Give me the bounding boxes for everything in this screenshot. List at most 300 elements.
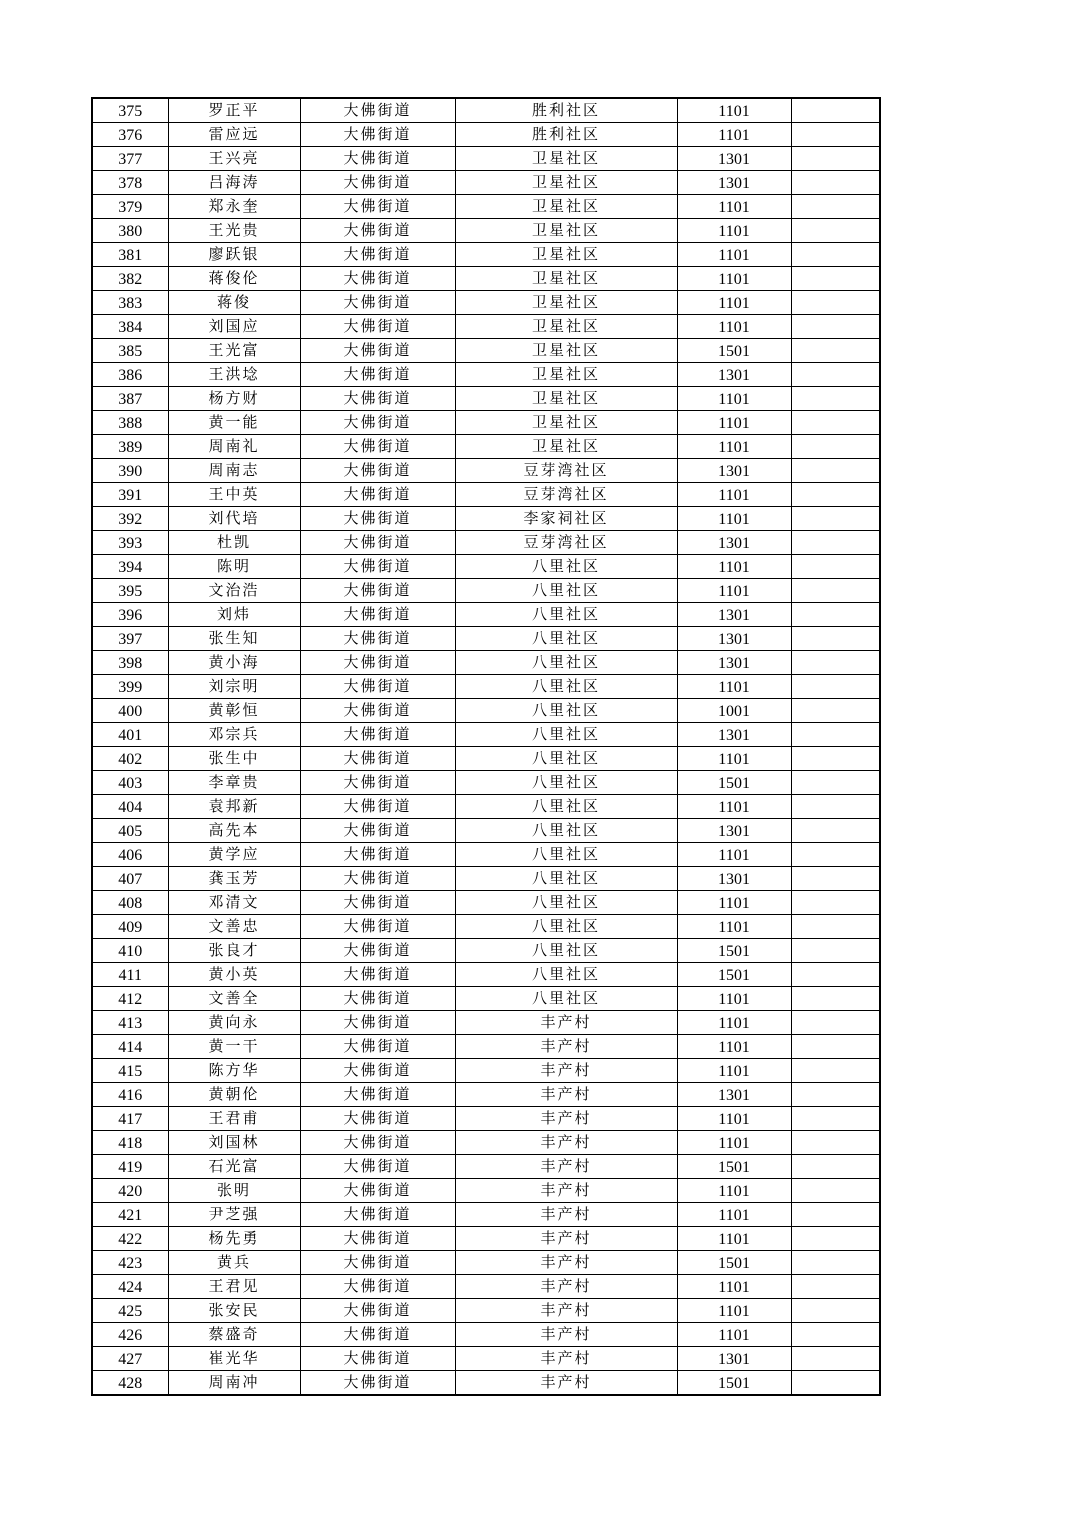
- table-row: [92, 891, 880, 915]
- name-cell: 黄小英: [168, 963, 300, 987]
- remark-cell: [791, 1107, 880, 1131]
- street-cell: 大佛街道: [300, 723, 455, 747]
- code-cell: 1301: [677, 171, 791, 195]
- community-cell: 丰产村: [455, 1083, 677, 1107]
- code-cell: 1101: [677, 915, 791, 939]
- remark-cell: [791, 219, 880, 243]
- community-cell: 卫星社区: [455, 243, 677, 267]
- community-cell: 八里社区: [455, 843, 677, 867]
- street-cell: 大佛街道: [300, 411, 455, 435]
- code-cell: 1301: [677, 603, 791, 627]
- code-cell: 1101: [677, 1275, 791, 1299]
- row-number-cell: 387: [92, 387, 168, 411]
- row-number-cell: 422: [92, 1227, 168, 1251]
- table-row: [92, 363, 880, 387]
- community-cell: 八里社区: [455, 771, 677, 795]
- table-row: [92, 1323, 880, 1347]
- table-row: [92, 1347, 880, 1371]
- row-number-cell: 399: [92, 675, 168, 699]
- row-number-cell: 398: [92, 651, 168, 675]
- table-row: [92, 603, 880, 627]
- remark-cell: [791, 459, 880, 483]
- remark-cell: [791, 843, 880, 867]
- row-number-cell: 419: [92, 1155, 168, 1179]
- remark-cell: [791, 915, 880, 939]
- row-number-cell: 426: [92, 1323, 168, 1347]
- community-cell: 八里社区: [455, 963, 677, 987]
- table-row: [92, 1083, 880, 1107]
- code-cell: 1101: [677, 315, 791, 339]
- name-cell: 文善全: [168, 987, 300, 1011]
- street-cell: 大佛街道: [300, 987, 455, 1011]
- name-cell: 龚玉芳: [168, 867, 300, 891]
- table-row: [92, 171, 880, 195]
- table-row: [92, 1251, 880, 1275]
- community-cell: 卫星社区: [455, 387, 677, 411]
- street-cell: 大佛街道: [300, 1203, 455, 1227]
- remark-cell: [791, 1299, 880, 1323]
- name-cell: 刘国应: [168, 315, 300, 339]
- table-row: [92, 291, 880, 315]
- row-number-cell: 409: [92, 915, 168, 939]
- row-number-cell: 406: [92, 843, 168, 867]
- name-cell: 刘国林: [168, 1131, 300, 1155]
- code-cell: 1301: [677, 1083, 791, 1107]
- street-cell: 大佛街道: [300, 339, 455, 363]
- code-cell: 1101: [677, 123, 791, 147]
- table-row: [92, 339, 880, 363]
- row-number-cell: 403: [92, 771, 168, 795]
- remark-cell: [791, 963, 880, 987]
- table-row: [92, 1179, 880, 1203]
- name-cell: 黄一干: [168, 1035, 300, 1059]
- street-cell: 大佛街道: [300, 1155, 455, 1179]
- table-row: [92, 123, 880, 147]
- row-number-cell: 410: [92, 939, 168, 963]
- street-cell: 大佛街道: [300, 507, 455, 531]
- name-cell: 周南冲: [168, 1371, 300, 1396]
- community-cell: 丰产村: [455, 1059, 677, 1083]
- street-cell: 大佛街道: [300, 1035, 455, 1059]
- table-row: [92, 675, 880, 699]
- community-cell: 卫星社区: [455, 339, 677, 363]
- community-cell: 丰产村: [455, 1035, 677, 1059]
- street-cell: 大佛街道: [300, 1251, 455, 1275]
- community-cell: 卫星社区: [455, 219, 677, 243]
- community-cell: 李家祠社区: [455, 507, 677, 531]
- row-number-cell: 400: [92, 699, 168, 723]
- code-cell: 1101: [677, 1323, 791, 1347]
- table-row: [92, 147, 880, 171]
- row-number-cell: 389: [92, 435, 168, 459]
- row-number-cell: 413: [92, 1011, 168, 1035]
- community-cell: 胜利社区: [455, 98, 677, 123]
- community-cell: 豆芽湾社区: [455, 459, 677, 483]
- remark-cell: [791, 483, 880, 507]
- street-cell: 大佛街道: [300, 651, 455, 675]
- code-cell: 1301: [677, 819, 791, 843]
- street-cell: 大佛街道: [300, 771, 455, 795]
- table-row: [92, 531, 880, 555]
- remark-cell: [791, 1251, 880, 1275]
- code-cell: 1101: [677, 1107, 791, 1131]
- remark-cell: [791, 987, 880, 1011]
- street-cell: 大佛街道: [300, 603, 455, 627]
- remark-cell: [791, 1371, 880, 1396]
- community-cell: 八里社区: [455, 795, 677, 819]
- name-cell: 王君见: [168, 1275, 300, 1299]
- community-cell: 豆芽湾社区: [455, 483, 677, 507]
- street-cell: 大佛街道: [300, 123, 455, 147]
- name-cell: 崔光华: [168, 1347, 300, 1371]
- street-cell: 大佛街道: [300, 1275, 455, 1299]
- remark-cell: [791, 291, 880, 315]
- name-cell: 周南礼: [168, 435, 300, 459]
- row-number-cell: 427: [92, 1347, 168, 1371]
- name-cell: 杨先勇: [168, 1227, 300, 1251]
- remark-cell: [791, 387, 880, 411]
- table-row: [92, 219, 880, 243]
- community-cell: 卫星社区: [455, 195, 677, 219]
- remark-cell: [791, 195, 880, 219]
- remark-cell: [791, 1347, 880, 1371]
- row-number-cell: 381: [92, 243, 168, 267]
- name-cell: 刘代培: [168, 507, 300, 531]
- remark-cell: [791, 1131, 880, 1155]
- row-number-cell: 416: [92, 1083, 168, 1107]
- street-cell: 大佛街道: [300, 1371, 455, 1396]
- code-cell: 1501: [677, 771, 791, 795]
- street-cell: 大佛街道: [300, 531, 455, 555]
- row-number-cell: 384: [92, 315, 168, 339]
- row-number-cell: 379: [92, 195, 168, 219]
- community-cell: 八里社区: [455, 579, 677, 603]
- code-cell: 1101: [677, 507, 791, 531]
- name-cell: 周南志: [168, 459, 300, 483]
- code-cell: 1301: [677, 651, 791, 675]
- code-cell: 1101: [677, 435, 791, 459]
- table-row: [92, 699, 880, 723]
- name-cell: 杨方财: [168, 387, 300, 411]
- community-cell: 八里社区: [455, 987, 677, 1011]
- street-cell: 大佛街道: [300, 675, 455, 699]
- row-number-cell: 394: [92, 555, 168, 579]
- remark-cell: [791, 1059, 880, 1083]
- street-cell: 大佛街道: [300, 1299, 455, 1323]
- table-row: [92, 1371, 880, 1396]
- name-cell: 罗正平: [168, 98, 300, 123]
- table-row: [92, 411, 880, 435]
- row-number-cell: 418: [92, 1131, 168, 1155]
- row-number-cell: 408: [92, 891, 168, 915]
- table-row: [92, 267, 880, 291]
- table-body: [92, 98, 880, 1395]
- remark-cell: [791, 1275, 880, 1299]
- code-cell: 1101: [677, 555, 791, 579]
- name-cell: 李章贵: [168, 771, 300, 795]
- code-cell: 1101: [677, 219, 791, 243]
- street-cell: 大佛街道: [300, 891, 455, 915]
- street-cell: 大佛街道: [300, 435, 455, 459]
- row-number-cell: 395: [92, 579, 168, 603]
- community-cell: 八里社区: [455, 675, 677, 699]
- street-cell: 大佛街道: [300, 843, 455, 867]
- community-cell: 八里社区: [455, 867, 677, 891]
- remark-cell: [791, 1083, 880, 1107]
- name-cell: 王光富: [168, 339, 300, 363]
- remark-cell: [791, 147, 880, 171]
- code-cell: 1101: [677, 675, 791, 699]
- code-cell: 1101: [677, 243, 791, 267]
- code-cell: 1101: [677, 1179, 791, 1203]
- remark-cell: [791, 1179, 880, 1203]
- row-number-cell: 377: [92, 147, 168, 171]
- remark-cell: [791, 98, 880, 123]
- table-row: [92, 1059, 880, 1083]
- street-cell: 大佛街道: [300, 1347, 455, 1371]
- table-row: [92, 1275, 880, 1299]
- table-row: [92, 98, 880, 123]
- code-cell: 1101: [677, 98, 791, 123]
- street-cell: 大佛街道: [300, 195, 455, 219]
- remark-cell: [791, 1227, 880, 1251]
- name-cell: 高先本: [168, 819, 300, 843]
- name-cell: 吕海涛: [168, 171, 300, 195]
- remark-cell: [791, 1203, 880, 1227]
- code-cell: 1501: [677, 1251, 791, 1275]
- row-number-cell: 391: [92, 483, 168, 507]
- remark-cell: [791, 315, 880, 339]
- name-cell: 廖跃银: [168, 243, 300, 267]
- row-number-cell: 425: [92, 1299, 168, 1323]
- street-cell: 大佛街道: [300, 747, 455, 771]
- community-cell: 豆芽湾社区: [455, 531, 677, 555]
- community-cell: 八里社区: [455, 555, 677, 579]
- street-cell: 大佛街道: [300, 387, 455, 411]
- table-row: [92, 627, 880, 651]
- remark-cell: [791, 699, 880, 723]
- community-cell: 卫星社区: [455, 267, 677, 291]
- remark-cell: [791, 171, 880, 195]
- community-cell: 八里社区: [455, 939, 677, 963]
- table-row: [92, 579, 880, 603]
- row-number-cell: 397: [92, 627, 168, 651]
- community-cell: 八里社区: [455, 891, 677, 915]
- community-cell: 丰产村: [455, 1251, 677, 1275]
- name-cell: 文治浩: [168, 579, 300, 603]
- street-cell: 大佛街道: [300, 459, 455, 483]
- street-cell: 大佛街道: [300, 555, 455, 579]
- code-cell: 1301: [677, 723, 791, 747]
- row-number-cell: 405: [92, 819, 168, 843]
- row-number-cell: 414: [92, 1035, 168, 1059]
- row-number-cell: 407: [92, 867, 168, 891]
- street-cell: 大佛街道: [300, 267, 455, 291]
- remark-cell: [791, 411, 880, 435]
- remark-cell: [791, 795, 880, 819]
- code-cell: 1501: [677, 939, 791, 963]
- street-cell: 大佛街道: [300, 483, 455, 507]
- table-row: [92, 1155, 880, 1179]
- row-number-cell: 392: [92, 507, 168, 531]
- remark-cell: [791, 771, 880, 795]
- street-cell: 大佛街道: [300, 1107, 455, 1131]
- name-cell: 郑永奎: [168, 195, 300, 219]
- name-cell: 黄学应: [168, 843, 300, 867]
- name-cell: 刘宗明: [168, 675, 300, 699]
- table-row: [92, 435, 880, 459]
- row-number-cell: 396: [92, 603, 168, 627]
- name-cell: 黄小海: [168, 651, 300, 675]
- remark-cell: [791, 723, 880, 747]
- table-row: [92, 1035, 880, 1059]
- community-cell: 卫星社区: [455, 363, 677, 387]
- street-cell: 大佛街道: [300, 98, 455, 123]
- remark-cell: [791, 1155, 880, 1179]
- code-cell: 1301: [677, 627, 791, 651]
- name-cell: 陈方华: [168, 1059, 300, 1083]
- remark-cell: [791, 651, 880, 675]
- name-cell: 石光富: [168, 1155, 300, 1179]
- remark-cell: [791, 675, 880, 699]
- row-number-cell: 382: [92, 267, 168, 291]
- remark-cell: [791, 603, 880, 627]
- row-number-cell: 411: [92, 963, 168, 987]
- community-cell: 丰产村: [455, 1371, 677, 1396]
- name-cell: 黄彰恒: [168, 699, 300, 723]
- street-cell: 大佛街道: [300, 219, 455, 243]
- remark-cell: [791, 507, 880, 531]
- code-cell: 1101: [677, 843, 791, 867]
- community-cell: 八里社区: [455, 819, 677, 843]
- table-row: [92, 1107, 880, 1131]
- table-row: [92, 819, 880, 843]
- table-row: [92, 867, 880, 891]
- name-cell: 黄兵: [168, 1251, 300, 1275]
- row-number-cell: 388: [92, 411, 168, 435]
- code-cell: 1101: [677, 411, 791, 435]
- table-row: [92, 939, 880, 963]
- table-row: [92, 483, 880, 507]
- code-cell: 1001: [677, 699, 791, 723]
- remark-cell: [791, 555, 880, 579]
- table-row: [92, 651, 880, 675]
- street-cell: 大佛街道: [300, 627, 455, 651]
- name-cell: 王君甫: [168, 1107, 300, 1131]
- community-cell: 八里社区: [455, 915, 677, 939]
- name-cell: 杜凯: [168, 531, 300, 555]
- name-cell: 张生知: [168, 627, 300, 651]
- street-cell: 大佛街道: [300, 291, 455, 315]
- community-cell: 八里社区: [455, 603, 677, 627]
- street-cell: 大佛街道: [300, 1179, 455, 1203]
- row-number-cell: 390: [92, 459, 168, 483]
- code-cell: 1101: [677, 795, 791, 819]
- table-row: [92, 1299, 880, 1323]
- name-cell: 蔡盛奇: [168, 1323, 300, 1347]
- code-cell: 1301: [677, 867, 791, 891]
- community-cell: 卫星社区: [455, 435, 677, 459]
- code-cell: 1101: [677, 747, 791, 771]
- code-cell: 1301: [677, 1347, 791, 1371]
- code-cell: 1501: [677, 963, 791, 987]
- code-cell: 1101: [677, 579, 791, 603]
- community-cell: 丰产村: [455, 1179, 677, 1203]
- street-cell: 大佛街道: [300, 315, 455, 339]
- name-cell: 蒋俊: [168, 291, 300, 315]
- code-cell: 1101: [677, 387, 791, 411]
- table-row: [92, 315, 880, 339]
- code-cell: 1501: [677, 1155, 791, 1179]
- code-cell: 1101: [677, 267, 791, 291]
- name-cell: 张生中: [168, 747, 300, 771]
- name-cell: 邓清文: [168, 891, 300, 915]
- row-number-cell: 404: [92, 795, 168, 819]
- row-number-cell: 380: [92, 219, 168, 243]
- name-cell: 王光贵: [168, 219, 300, 243]
- name-cell: 陈明: [168, 555, 300, 579]
- community-cell: 丰产村: [455, 1107, 677, 1131]
- street-cell: 大佛街道: [300, 1059, 455, 1083]
- remark-cell: [791, 339, 880, 363]
- remark-cell: [791, 531, 880, 555]
- community-cell: 丰产村: [455, 1299, 677, 1323]
- remark-cell: [791, 939, 880, 963]
- code-cell: 1501: [677, 1371, 791, 1396]
- code-cell: 1101: [677, 1203, 791, 1227]
- name-cell: 王洪埝: [168, 363, 300, 387]
- table-row: [92, 843, 880, 867]
- street-cell: 大佛街道: [300, 1131, 455, 1155]
- table-row: [92, 1203, 880, 1227]
- row-number-cell: 417: [92, 1107, 168, 1131]
- community-cell: 八里社区: [455, 723, 677, 747]
- street-cell: 大佛街道: [300, 171, 455, 195]
- code-cell: 1501: [677, 339, 791, 363]
- street-cell: 大佛街道: [300, 1011, 455, 1035]
- community-cell: 丰产村: [455, 1203, 677, 1227]
- name-cell: 雷应远: [168, 123, 300, 147]
- street-cell: 大佛街道: [300, 243, 455, 267]
- street-cell: 大佛街道: [300, 1083, 455, 1107]
- table-row: [92, 507, 880, 531]
- name-cell: 尹芝强: [168, 1203, 300, 1227]
- table-row: [92, 243, 880, 267]
- community-cell: 八里社区: [455, 627, 677, 651]
- remark-cell: [791, 891, 880, 915]
- table-row: [92, 195, 880, 219]
- community-cell: 八里社区: [455, 747, 677, 771]
- code-cell: 1101: [677, 1035, 791, 1059]
- remark-cell: [791, 123, 880, 147]
- code-cell: 1301: [677, 459, 791, 483]
- name-cell: 王中英: [168, 483, 300, 507]
- table-row: [92, 915, 880, 939]
- community-cell: 卫星社区: [455, 147, 677, 171]
- code-cell: 1101: [677, 1011, 791, 1035]
- remark-cell: [791, 579, 880, 603]
- community-cell: 卫星社区: [455, 291, 677, 315]
- remark-cell: [791, 819, 880, 843]
- row-number-cell: 393: [92, 531, 168, 555]
- remark-cell: [791, 1011, 880, 1035]
- street-cell: 大佛街道: [300, 1227, 455, 1251]
- name-cell: 张明: [168, 1179, 300, 1203]
- code-cell: 1101: [677, 1299, 791, 1323]
- name-cell: 黄向永: [168, 1011, 300, 1035]
- community-cell: 卫星社区: [455, 315, 677, 339]
- remark-cell: [791, 1035, 880, 1059]
